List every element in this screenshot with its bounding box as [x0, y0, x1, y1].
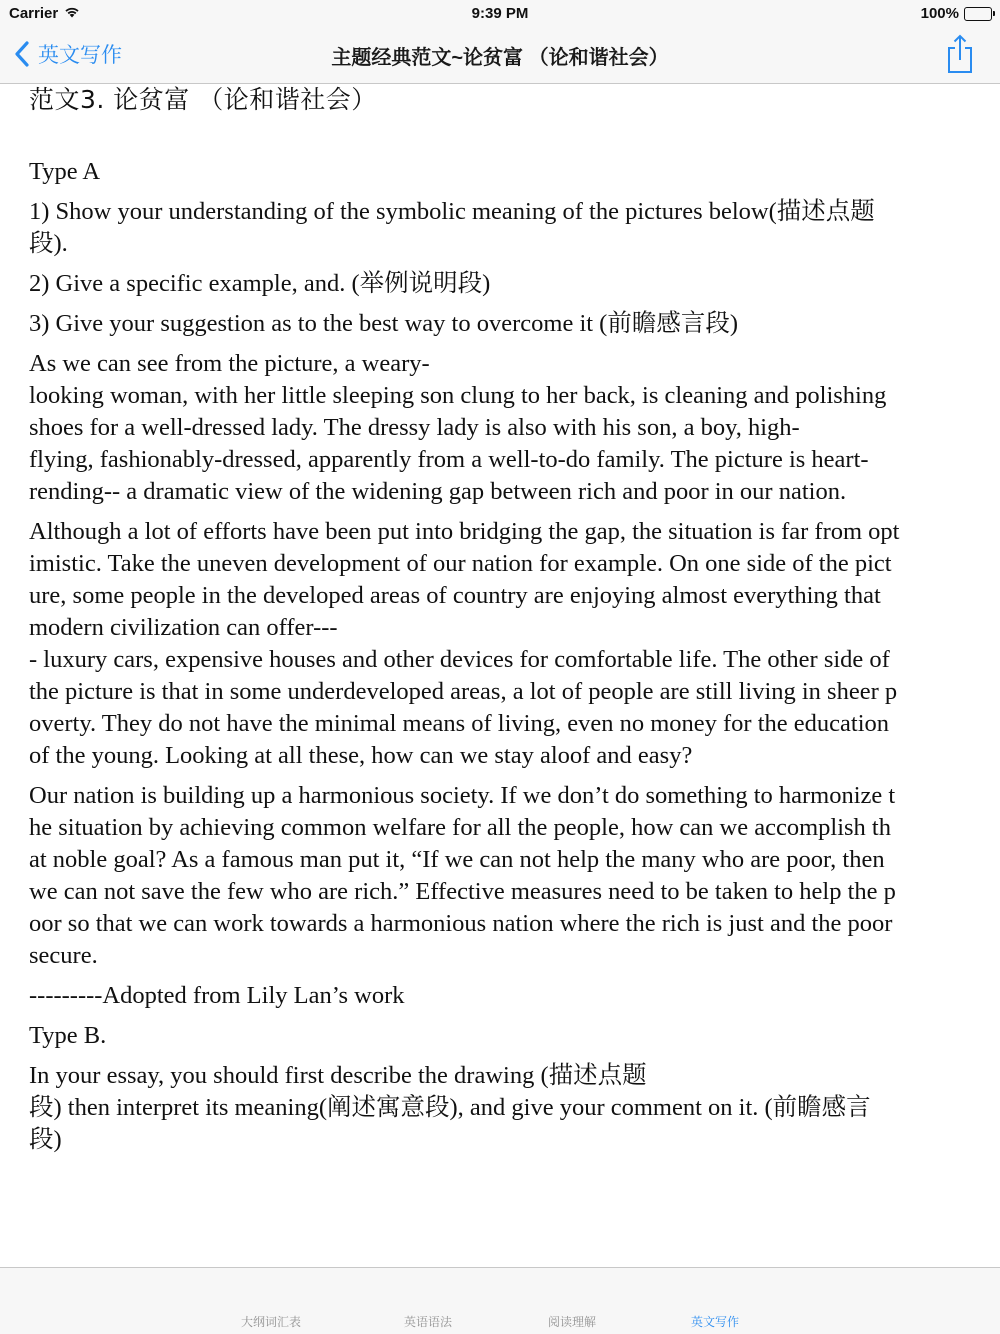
essay-body: [29, 156, 989, 1156]
paragraph: [29, 348, 989, 508]
paragraph-line: secure.: [29, 942, 98, 969]
paragraph-line: at noble goal? As a famous man put it, “If we can not help the many who are poor, then: [29, 846, 885, 873]
battery-percent: 100%: [920, 5, 959, 22]
navigation-bar: [0, 28, 1000, 84]
status-bar: [0, 0, 1000, 28]
paragraph: [29, 156, 989, 188]
back-button-label: 英文写作: [38, 44, 122, 67]
paragraph-line: Type B.: [29, 1022, 107, 1049]
paragraph-line: ---------Adopted from Lily Lan’s work: [29, 982, 405, 1009]
status-time: 9:39 PM: [471, 5, 529, 22]
paragraph-line: shoes for a well-dressed lady. The dressy lady is also with his son, a boy, high-: [29, 414, 800, 441]
paragraph-line: 3) Give your suggestion as to the best way to overcome it (前瞻感言段): [29, 310, 739, 337]
paragraph: [29, 308, 989, 340]
spacer: [29, 116, 989, 156]
share-button[interactable]: [946, 34, 974, 74]
paragraph-line: 段) then interpret its meaning(阐述寓意段), and give your comment on it. (前瞻感言: [29, 1094, 871, 1121]
essay-heading: 范文3. 论贫富 （论和谐社会）: [29, 85, 377, 114]
paragraph-line: of the young. Looking at all these, how can we stay aloof and easy?: [29, 742, 693, 769]
paragraph-line: 段).: [29, 230, 68, 257]
paragraph-line: 1) Show your understanding of the symbolic meaning of the pictures below(描述点题: [29, 198, 875, 225]
tab-grammar[interactable]: 英语语法: [403, 1315, 452, 1329]
paragraph: [29, 196, 989, 260]
paragraph: [29, 780, 989, 972]
paragraph-line: he situation by achieving common welfare for all the people, how can we accomplish th: [29, 814, 891, 841]
essay-content: [29, 84, 989, 1156]
paragraph: [29, 1020, 989, 1052]
paragraph-line: overty. They do not have the minimal means of living, even no money for the education: [29, 710, 890, 737]
paragraph-line: oor so that we can work towards a harmonious nation where the rich is just and the poor: [29, 910, 893, 937]
back-button[interactable]: [14, 39, 122, 69]
paragraph: [29, 268, 989, 300]
share-icon: [946, 61, 974, 78]
paragraph: [29, 516, 989, 772]
paragraph-line: - luxury cars, expensive houses and other devices for comfortable life. The other side of: [29, 646, 890, 673]
paragraph-line: the picture is that in some underdeveloped areas, a lot of people are still living in sheer p: [29, 678, 898, 705]
paragraph-line: 2) Give a specific example, and. (举例说明段): [29, 270, 491, 297]
paragraph-line: we can not save the few who are rich.” Effective measures need to be taken to help the p: [29, 878, 896, 905]
paragraph-line: flying, fashionably-dressed, apparently from a well-to-do family. The picture is heart-: [29, 446, 869, 473]
chevron-left-icon: [14, 39, 38, 69]
paragraph: [29, 980, 989, 1012]
battery-info: [921, 5, 992, 22]
tab-bar: [0, 1267, 1000, 1334]
paragraph-line: imistic. Take the uneven development of our nation for example. On one side of the pict: [29, 550, 892, 577]
paragraph-line: In your essay, you should first describe the drawing (描述点题: [29, 1062, 647, 1089]
paragraph-line: Although a lot of efforts have been put into bridging the gap, the situation is far from opt: [29, 518, 900, 545]
paragraph-line: modern civilization can offer---: [29, 614, 338, 641]
paragraph-line: 段): [29, 1126, 62, 1153]
paragraph-line: Type A: [29, 158, 101, 185]
paragraph-line: rending-- a dramatic view of the widening gap between rich and poor in our nation.: [29, 478, 847, 505]
carrier-label: Carrier: [9, 5, 59, 22]
paragraph: [29, 1060, 989, 1156]
paragraph-line: ure, some people in the developed areas of country are enjoying almost everything that: [29, 582, 881, 609]
page-title: 主题经典范文~论贫富 （论和谐社会）: [331, 47, 669, 69]
tab-vocabulary[interactable]: 大纲词汇表: [240, 1315, 301, 1329]
tab-reading[interactable]: 阅读理解: [547, 1315, 596, 1329]
paragraph-line: Our nation is building up a harmonious society. If we don’t do something to harmonize t: [29, 782, 896, 809]
paragraph-line: looking woman, with her little sleeping son clung to her back, is cleaning and polishing: [29, 382, 887, 409]
battery-icon: [964, 7, 992, 21]
tab-writing[interactable]: 英文写作: [690, 1315, 739, 1329]
paragraph-line: As we can see from the picture, a weary-: [29, 350, 430, 377]
